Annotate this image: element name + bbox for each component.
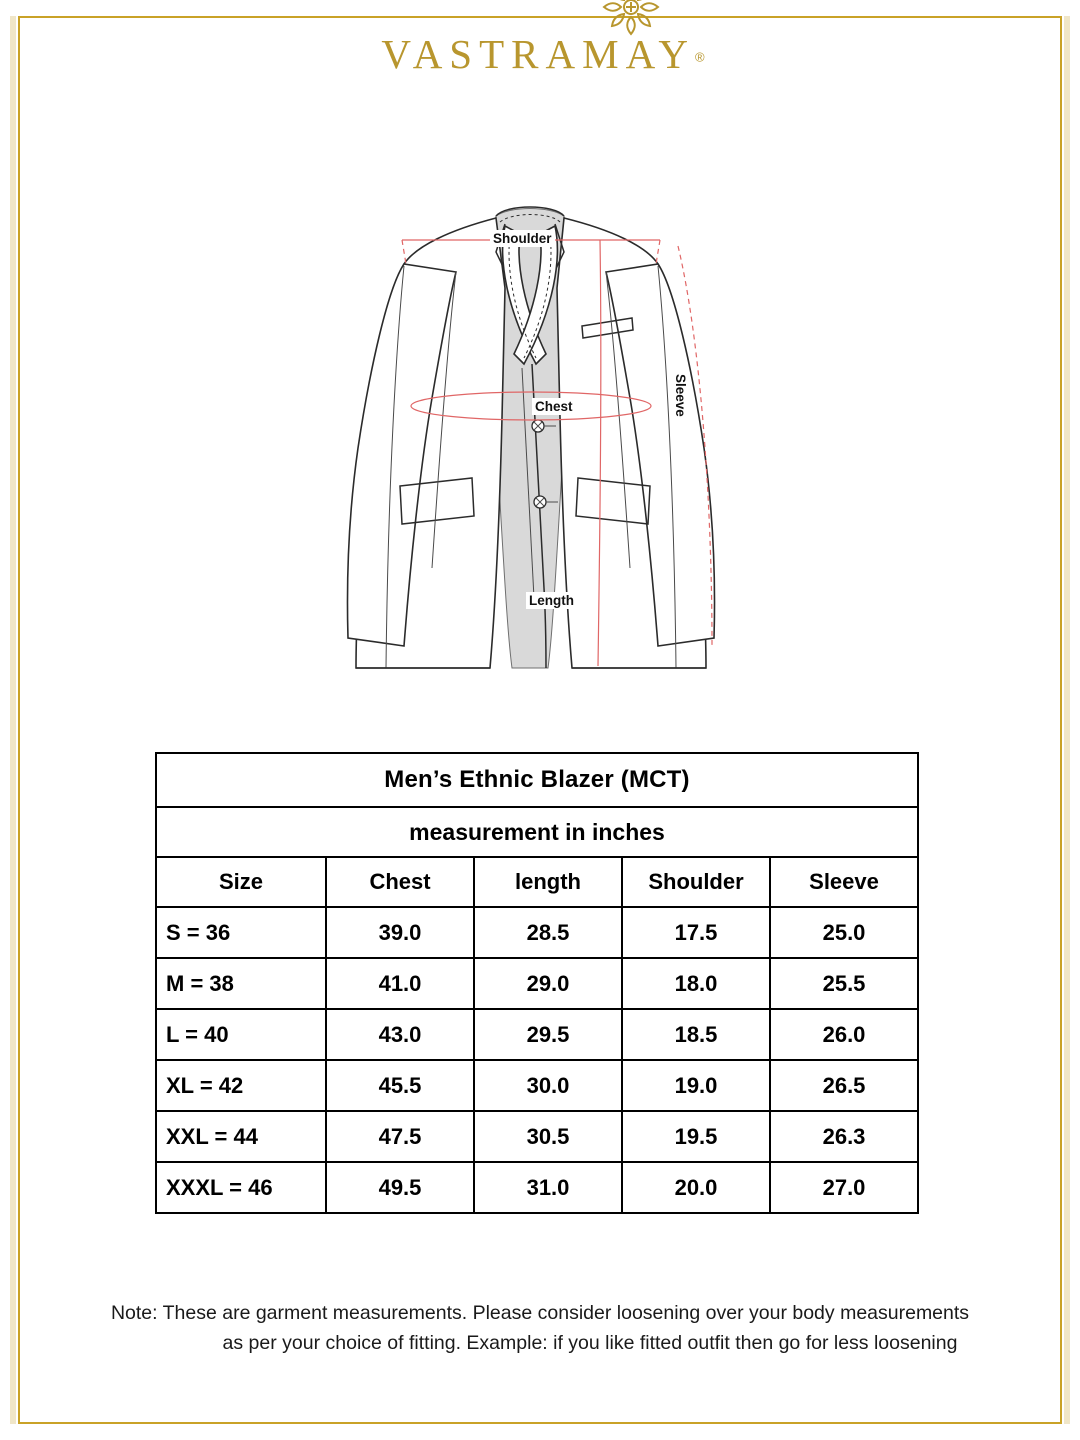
- cell-size: XXXL = 46: [156, 1162, 326, 1213]
- cell-sleeve: 27.0: [770, 1162, 918, 1213]
- table-row: [156, 1111, 918, 1162]
- left-border-band: [10, 16, 16, 1424]
- cell-chest: 39.0: [326, 907, 474, 958]
- column-header-size: Size: [156, 857, 326, 907]
- cell-shoulder: 19.0: [622, 1060, 770, 1111]
- brand-name: VASTRAMAY: [381, 31, 696, 77]
- table-row: [156, 1009, 918, 1060]
- cell-length: 29.5: [474, 1009, 622, 1060]
- cell-sleeve: 26.0: [770, 1009, 918, 1060]
- cell-shoulder: 17.5: [622, 907, 770, 958]
- note-line-2: as per your choice of fitting. Example: if you like fitted outfit then go for less loosening: [222, 1332, 958, 1355]
- cell-length: 30.0: [474, 1060, 622, 1111]
- cell-size: XL = 42: [156, 1060, 326, 1111]
- label-length: Length: [526, 592, 577, 609]
- measurement-note: [50, 1298, 1030, 1358]
- column-header-length: length: [474, 857, 622, 907]
- brand-logo: [0, 31, 1080, 77]
- table-row: [156, 958, 918, 1009]
- cell-sleeve: 26.3: [770, 1111, 918, 1162]
- right-border-band: [1064, 16, 1070, 1424]
- cell-size: M = 38: [156, 958, 326, 1009]
- cell-sleeve: 25.0: [770, 907, 918, 958]
- cell-chest: 43.0: [326, 1009, 474, 1060]
- table-row: [156, 907, 918, 958]
- cell-chest: 41.0: [326, 958, 474, 1009]
- column-header-chest: Chest: [326, 857, 474, 907]
- blazer-illustration: [300, 168, 780, 698]
- table-row: [156, 1162, 918, 1213]
- cell-length: 30.5: [474, 1111, 622, 1162]
- table-title: Men’s Ethnic Blazer (MCT): [156, 753, 918, 807]
- table-row: [156, 1060, 918, 1111]
- table-subtitle-row: [156, 807, 918, 857]
- column-header-sleeve: Sleeve: [770, 857, 918, 907]
- label-shoulder: Shoulder: [490, 230, 555, 247]
- table-header-row: [156, 857, 918, 907]
- cell-length: 29.0: [474, 958, 622, 1009]
- cell-sleeve: 26.5: [770, 1060, 918, 1111]
- cell-shoulder: 19.5: [622, 1111, 770, 1162]
- table-title-row: [156, 753, 918, 807]
- cell-shoulder: 18.0: [622, 958, 770, 1009]
- cell-length: 28.5: [474, 907, 622, 958]
- label-chest: Chest: [532, 398, 576, 415]
- cell-chest: 49.5: [326, 1162, 474, 1213]
- note-line-1: Note: These are garment measurements. Please consider loosening over your body measurements: [110, 1302, 970, 1324]
- cell-size: XXL = 44: [156, 1111, 326, 1162]
- cell-shoulder: 20.0: [622, 1162, 770, 1213]
- cell-length: 31.0: [474, 1162, 622, 1213]
- vastramay-emblem-icon: [598, 0, 664, 38]
- cell-sleeve: 25.5: [770, 958, 918, 1009]
- table-subtitle: measurement in inches: [156, 807, 918, 857]
- cell-chest: 45.5: [326, 1060, 474, 1111]
- registered-mark: ®: [695, 49, 705, 65]
- label-sleeve: Sleeve: [672, 371, 689, 420]
- brand-logo-inner: [375, 31, 705, 77]
- size-chart-table: [155, 752, 919, 1214]
- cell-size: L = 40: [156, 1009, 326, 1060]
- column-header-shoulder: Shoulder: [622, 857, 770, 907]
- cell-shoulder: 18.5: [622, 1009, 770, 1060]
- cell-size: S = 36: [156, 907, 326, 958]
- cell-chest: 47.5: [326, 1111, 474, 1162]
